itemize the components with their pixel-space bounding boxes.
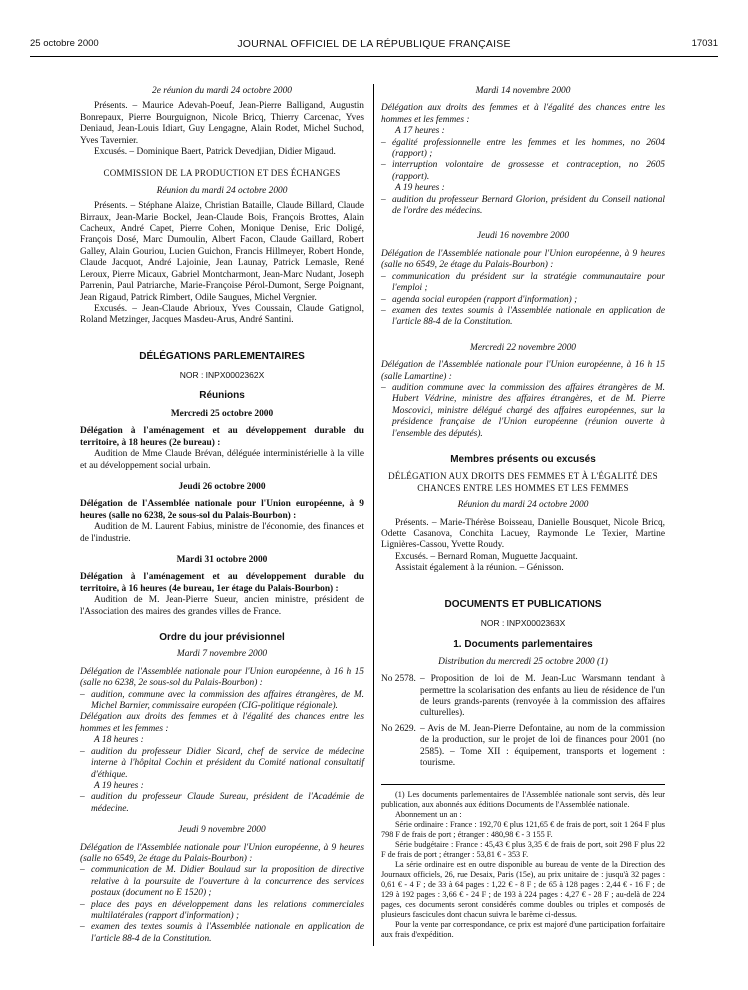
footnote: Série ordinaire : France : 192,70 € plus 121,65 € de frais de port, soit 1 264 F plus 798 F de frais de port ; étranger : 480,98 € - 3 155 F. <box>381 819 665 839</box>
footnote-rule <box>381 784 665 785</box>
meeting-text: Audition de M. Jean-Pierre Sueur, ancien ministre, président de l'Association des maires des grandes villes de France. <box>80 595 364 617</box>
presents-paragraph: Présents. – Marie-Thérèse Boisseau, Danielle Bousquet, Nicole Bricq, Odette Casanova, Conchita Lacuey, Raymonde Le Texier, Martine Lignières-Cassou, Yvette Roudy. <box>381 517 665 551</box>
document-number: No 2629. <box>381 723 416 734</box>
document-entry <box>381 674 665 720</box>
document-text: – Avis de M. Jean-Pierre Defontaine, au nom de la commission de la production, sur le projet de loi de finances pour 2001 (no 2585). – Tome XII : équipement, transports et logement : tourisme. <box>420 723 665 769</box>
meeting-head: Délégation aux droits des femmes et à l'égalité des chances entre les hommes et les femmes : <box>80 712 364 734</box>
excuses-paragraph: Excusés. – Jean-Claude Abrioux, Yves Coussain, Claude Gatignol, Roland Metzinger, Jacques Masdeu-Arus, André Santini. <box>80 303 364 326</box>
nor-reference: NOR : INPX0002363X <box>480 618 566 629</box>
agenda-item: – communication de M. Didier Boulaud sur la proposition de directive relative à la poursuite de l'ouverture à la concurrence des services postaux (document no E 1520) ; <box>80 865 364 899</box>
footnote: Pour la vente par correspondance, ce prix est majoré d'une participation forfaitaire aux frais d'expédition. <box>381 919 665 939</box>
assistait-paragraph: Assistait également à la réunion. – Génisson. <box>395 563 564 574</box>
right-column <box>381 86 665 940</box>
presents-paragraph: Présents. – Stéphane Alaize, Christian Bataille, Claude Billard, Claude Birraux, Jean-Marie Bockel, Jean-Claude Bois, François Brottes, Alain Cacheux, André Capet, Pierre Cohen, Monique Denise, Eric Doligé, François Dosé, Marc Dumoulin, Albert Facon, Claude Gaillard, Robert Galley, Alain Gouriou, Lucien Guichon, Francis Hillmeyer, Robert Honde, Claude Jacquot, André Lajoinie, Jean Launay, Patrick Lemasle, René Leroux, Pierre Micaux, Gabriel Montcharmont, Jean-Marc Nudant, Joseph Parrenin, Paul Patriarche, Marie-Françoise Pérol-Dumont, Serge Poignant, Jean Rigaud, Patrick Rimbert, Odile Saugues, Michel Vergnier. <box>80 201 364 303</box>
agenda-item: – audition du professeur Didier Sicard, chef de service de médecine interne à l'hôpital Cochin et président du Comité national consultatif d'éthique. <box>80 747 364 781</box>
section-heading: Réunion du mardi 24 octobre 2000 <box>457 500 589 511</box>
page-header <box>30 38 718 54</box>
meeting-text: Audition de Mme Claude Brévan, déléguée interministérielle à la ville et au développement social urbain. <box>80 449 364 471</box>
reunions-title: Réunions <box>199 389 245 401</box>
agenda-item: – audition, commune avec la commission des affaires étrangères, de M. Michel Barnier, commissaire européen (CIG-politique régionale). <box>80 690 364 713</box>
agenda-item: – audition du professeur Bernard Glorion, président du Conseil national de l'ordre des médecins. <box>381 195 665 218</box>
header-rule <box>30 56 718 57</box>
docs-parl-title: 1. Documents parlementaires <box>453 639 593 651</box>
date-heading: Mardi 31 octobre 2000 <box>176 555 268 565</box>
footnote: Abonnement un an : <box>395 809 462 819</box>
meeting-head: Délégation de l'Assemblée nationale pour l'Union européenne, à 16 h 15 (salle Lamartine) : <box>381 360 665 382</box>
presents-paragraph: Présents. – Maurice Adevah-Poeuf, Jean-Pierre Balligand, Augustin Bonrepaux, Pierre Bourguignon, Nicole Bricq, Thierry Carcenac, Yves Deniaud, Jean-Louis Idiart, Guy Lengagne, Alain Rodet, Michel Suchod, Yves Tavernier. <box>80 101 364 146</box>
agenda-item: – audition du professeur Claude Sureau, président de l'Académie de médecine. <box>80 792 364 815</box>
meeting-head: Délégation de l'Assemblée nationale pour l'Union européenne, à 9 heures (salle no 6238, 2e sous-sol du Palais-Bourbon) : <box>80 499 364 521</box>
excuses-paragraph: Excusés. – Dominique Baert, Patrick Devedjian, Didier Migaud. <box>94 147 336 158</box>
nor-reference: NOR : INPX0002362X <box>179 370 265 381</box>
meeting-head: Délégation de l'Assemblée nationale pour l'Union européenne, à 9 heures (salle no 6549, 2e étage du Palais-Bourbon) : <box>381 248 665 271</box>
date-heading: Mardi 14 novembre 2000 <box>475 86 571 96</box>
meeting-head: Délégation de l'Assemblée nationale pour l'Union européenne, à 16 h 15 (salle no 6238, 2e sous-sol du Palais-Bourbon) : <box>80 666 364 689</box>
column-divider <box>373 84 374 946</box>
delegations-title: DÉLÉGATIONS PARLEMENTAIRES <box>139 350 305 362</box>
agenda-item: – communication du président sur la stratégie communautaire pour l'emploi ; <box>381 272 665 295</box>
time-label: A 17 heures : <box>395 126 445 137</box>
date-heading: Jeudi 26 octobre 2000 <box>178 481 266 492</box>
time-label: A 19 heures : <box>94 780 144 791</box>
meeting-head: Délégation à l'aménagement et au développement durable du territoire, à 16 heures (4e bureau, 1er étage du Palais-Bourbon) : <box>80 572 364 594</box>
agenda-item: – interruption volontaire de grossesse et contraception, no 2605 (rapport). <box>381 160 665 183</box>
agenda-item: – examen des textes soumis à l'Assemblée nationale en application de l'article 88-4 de la Constitution. <box>381 306 665 329</box>
distribution-heading: Distribution du mercredi 25 octobre 2000 (1) <box>438 656 608 667</box>
documents-title: DOCUMENTS ET PUBLICATIONS <box>444 598 602 610</box>
section-heading: Réunion du mardi 24 octobre 2000 <box>156 185 288 196</box>
agenda-item: – examen des textes soumis à l'Assemblée nationale en application de l'article 88-4 de la Constitution. <box>80 922 364 945</box>
time-label: A 18 heures : <box>94 735 144 746</box>
time-label: A 19 heures : <box>395 183 445 194</box>
ordre-title: Ordre du jour prévisionnel <box>159 632 285 644</box>
left-column <box>80 86 364 945</box>
delegation-title: DÉLÉGATION AUX DROITS DES FEMMES ET À L'ÉGALITÉ DES CHANCES ENTRE LES HOMMES ET LES FEMMES <box>388 471 658 493</box>
document-number: No 2578. <box>381 674 416 685</box>
journal-title: JOURNAL OFFICIEL DE LA RÉPUBLIQUE FRANÇAISE <box>237 38 511 50</box>
date-heading: Mercredi 25 octobre 2000 <box>170 408 274 419</box>
meeting-text: Audition de M. Laurent Fabius, ministre de l'économie, des finances et de l'industrie. <box>80 522 364 544</box>
footnote: (1) Les documents parlementaires de l'Assemblée nationale sont servis, dès leur publication, aux abonnés aux éditions Documents de l'Assemblée nationale. <box>381 789 665 809</box>
agenda-item: – agenda social européen (rapport d'information) ; <box>381 295 665 306</box>
excuses-paragraph: Excusés. – Bernard Roman, Muguette Jacquaint. <box>395 551 578 562</box>
section-heading: 2e réunion du mardi 24 octobre 2000 <box>152 86 292 96</box>
meeting-head: Délégation aux droits des femmes et à l'égalité des chances entre les hommes et les femmes : <box>381 103 665 125</box>
page-number: 17031 <box>691 38 718 49</box>
document-entry <box>381 724 665 770</box>
date-heading: Mardi 7 novembre 2000 <box>176 649 268 660</box>
meeting-head: Délégation à l'aménagement et au développement durable du territoire, à 18 heures (2e bureau) : <box>80 426 364 448</box>
agenda-item: – place des pays en développement dans les relations commerciales multilatérales (rapport d'information) ; <box>80 900 364 923</box>
date-heading: Mercredi 22 novembre 2000 <box>470 342 576 353</box>
commission-title: COMMISSION DE LA PRODUCTION ET DES ÉCHANGES <box>103 168 341 179</box>
footnote: Série budgétaire : France : 45,43 € plus 3,35 € de frais de port, soit 298 F plus 22 F de frais de port ; étranger : 53,81 € - 353 F. <box>381 839 665 859</box>
agenda-item: – audition commune avec la commission des affaires étrangères de M. Hubert Védrine, ministre des affaires étrangères, et de M. Pierre Moscovici, ministre délégué chargé des affaires européennes, sur la présidence française de l'Union européenne (réunion ouverte à l'ensemble des députés). <box>381 383 665 440</box>
document-text: – Proposition de loi de M. Jean-Luc Warsmann tendant à permettre la scolarisation des enfants au lieu de résidence de l'un de leurs grands-parents (renvoyée à la commission des affaires culturelles). <box>420 674 665 719</box>
agenda-item: – égalité professionnelle entre les femmes et les hommes, no 2604 (rapport) ; <box>381 138 665 161</box>
date-heading: Jeudi 16 novembre 2000 <box>476 231 570 242</box>
meeting-head: Délégation de l'Assemblée nationale pour l'Union européenne, à 9 heures (salle no 6549, 2e étage du Palais-Bourbon) : <box>80 842 364 864</box>
membres-title: Membres présents ou excusés <box>450 453 596 465</box>
header-date: 25 octobre 2000 <box>30 38 99 49</box>
date-heading: Jeudi 9 novembre 2000 <box>178 825 266 836</box>
footnote: La série ordinaire est en outre disponible au bureau de vente de la Direction des Journaux officiels, 26, rue Desaix, Paris (15e), au prix unitaire de : jusqu'à 32 pages : 0,61 € - 4 F ; de 33 à 64 pages : 1,22 € - 8 F ; de 65 à 128 pages : 2,44 € - 16 F ; de 129 à 192 pages : 3,66 € - 24 F ; de 193 à 224 pages : 4,27 € - 28 F ; au-delà de 224 pages, ces documents seront considérés comme doubles ou triples et composés de plusieurs fascicules dont chacun suivra le barème ci-dessus. <box>381 859 665 919</box>
